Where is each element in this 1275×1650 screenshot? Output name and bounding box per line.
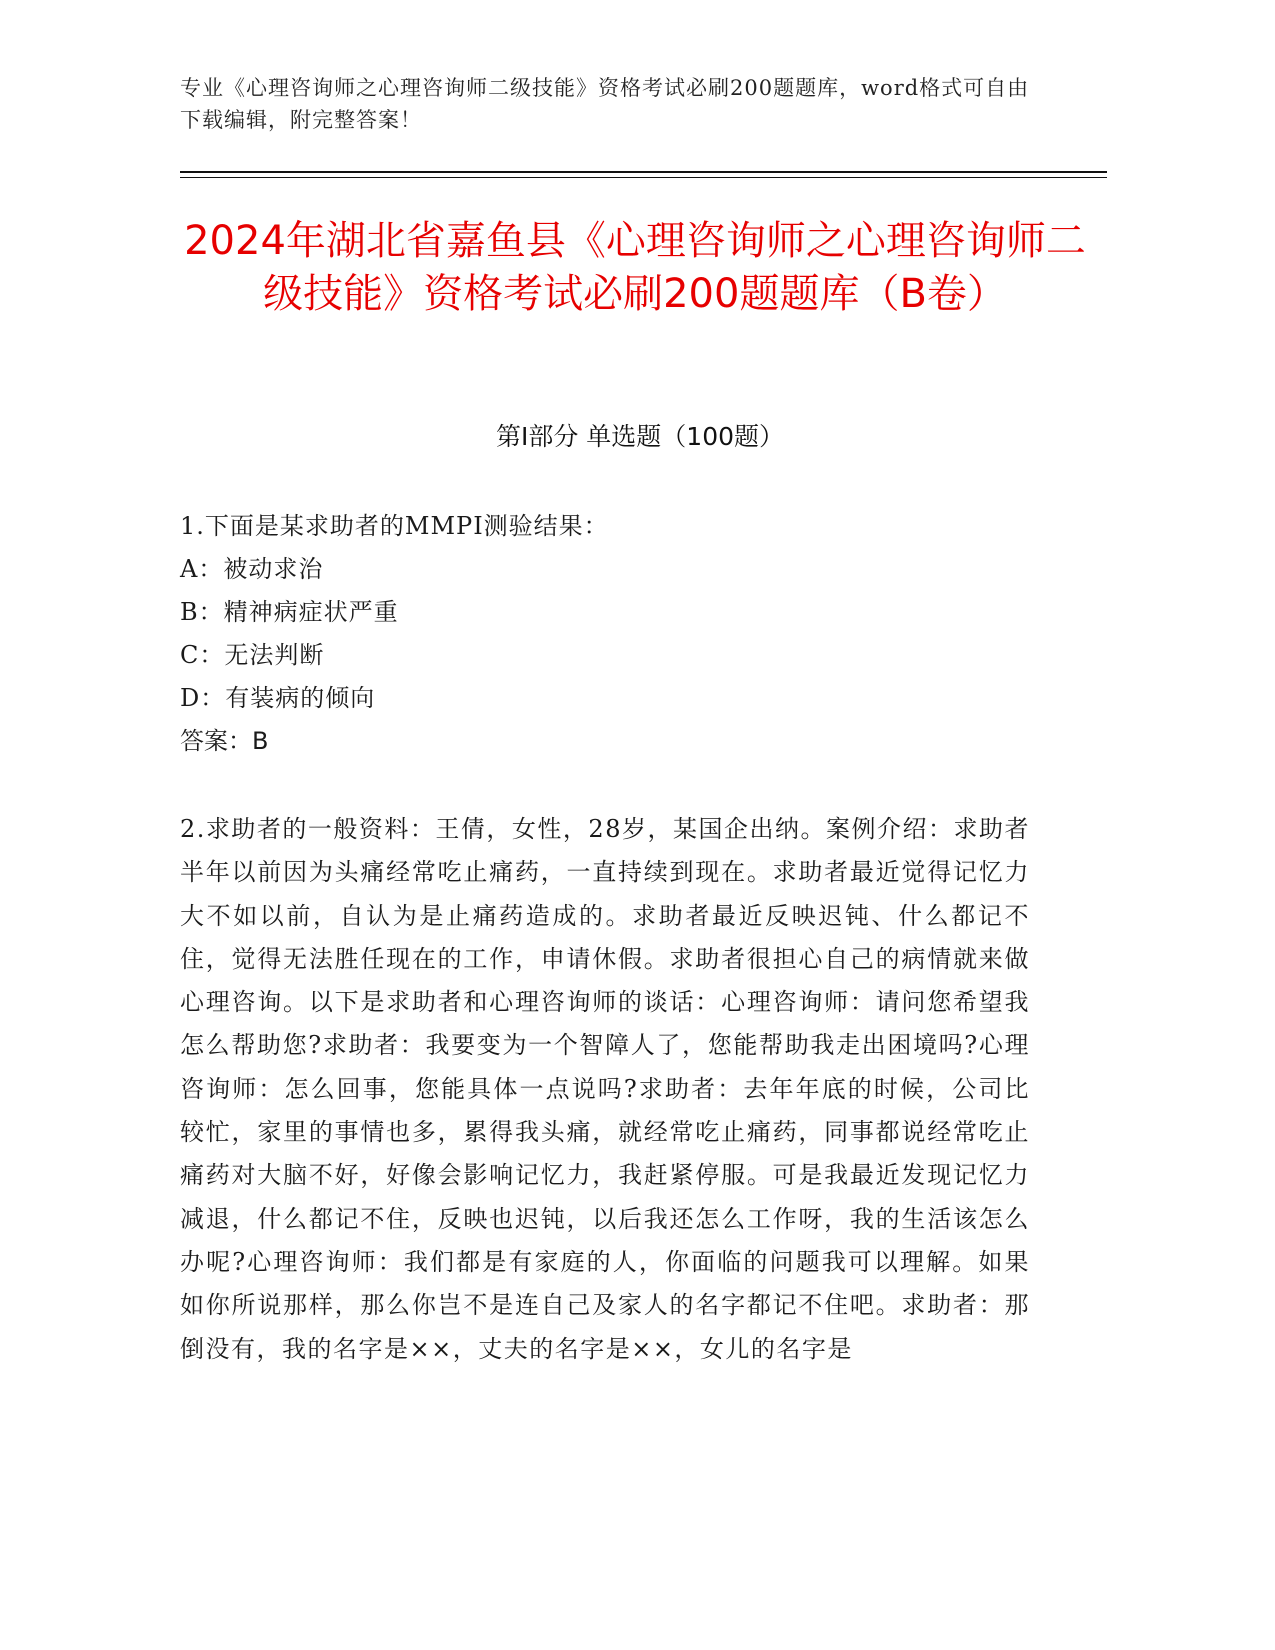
header-divider-thin <box>180 177 1107 178</box>
section-title: 第I部分 单选题（100题） <box>495 422 785 451</box>
question-1-answer: 答案：B <box>180 727 269 755</box>
header-note: 专业《心理咨询师之心理咨询师二级技能》资格考试必刷200题题库，word格式可自由下载编辑，附完整答案！ <box>180 76 1030 132</box>
question-2-stem: 2.求助者的一般资料：王倩，女性，28岁，某国企出纳。案例介绍：求助者半年以前因为头痛经常吃止痛药，一直持续到现在。求助者最近觉得记忆力大不如以前，自认为是止痛药造成的。求助者最近反映迟钝、什么都记不住，觉得无法胜任现在的工作，申请休假。求助者很担心自己的病情就来做心理咨询。以下是求助者和心理咨询师的谈话：心理咨询师：请问您希望我怎么帮助您?求助者：我要变为一个智障人了，您能帮助我走出困境吗?心理咨询师：怎么回事，您能具体一点说吗?求助者：去年年底的时候，公司比较忙，家里的事情也多，累得我头痛，就经常吃止痛药，同事都说经常吃止痛药对大脑不好，好像会影响记忆力，我赶紧停服。可是我最近发现记忆力减退，什么都记不住，反映也迟钝，以后我还怎么工作呀，我的生活该怎么办呢?心理咨询师：我们都是有家庭的人，你面临的问题我可以理解。如果如你所说那样，那么你岂不是连自己及家人的名字都记不住吧。求助者：那倒没有，我的名字是××，丈夫的名字是××，女儿的名字是 <box>180 815 1030 1363</box>
question-1-stem: 1.下面是某求助者的MMPI测验结果： <box>180 512 609 540</box>
question-1-option-a: A：被动求治 <box>180 555 324 583</box>
question-1 <box>180 505 1040 763</box>
document-title: 2024年湖北省嘉鱼县《心理咨询师之心理咨询师二级技能》资格考试必刷200题题库（B卷） <box>184 218 1086 317</box>
header-divider-thick <box>180 171 1107 173</box>
question-1-option-d: D：有装病的倾向 <box>180 684 376 712</box>
question-1-option-b: B：精神病症状严重 <box>180 598 399 626</box>
question-1-option-c: C：无法判断 <box>180 641 325 669</box>
